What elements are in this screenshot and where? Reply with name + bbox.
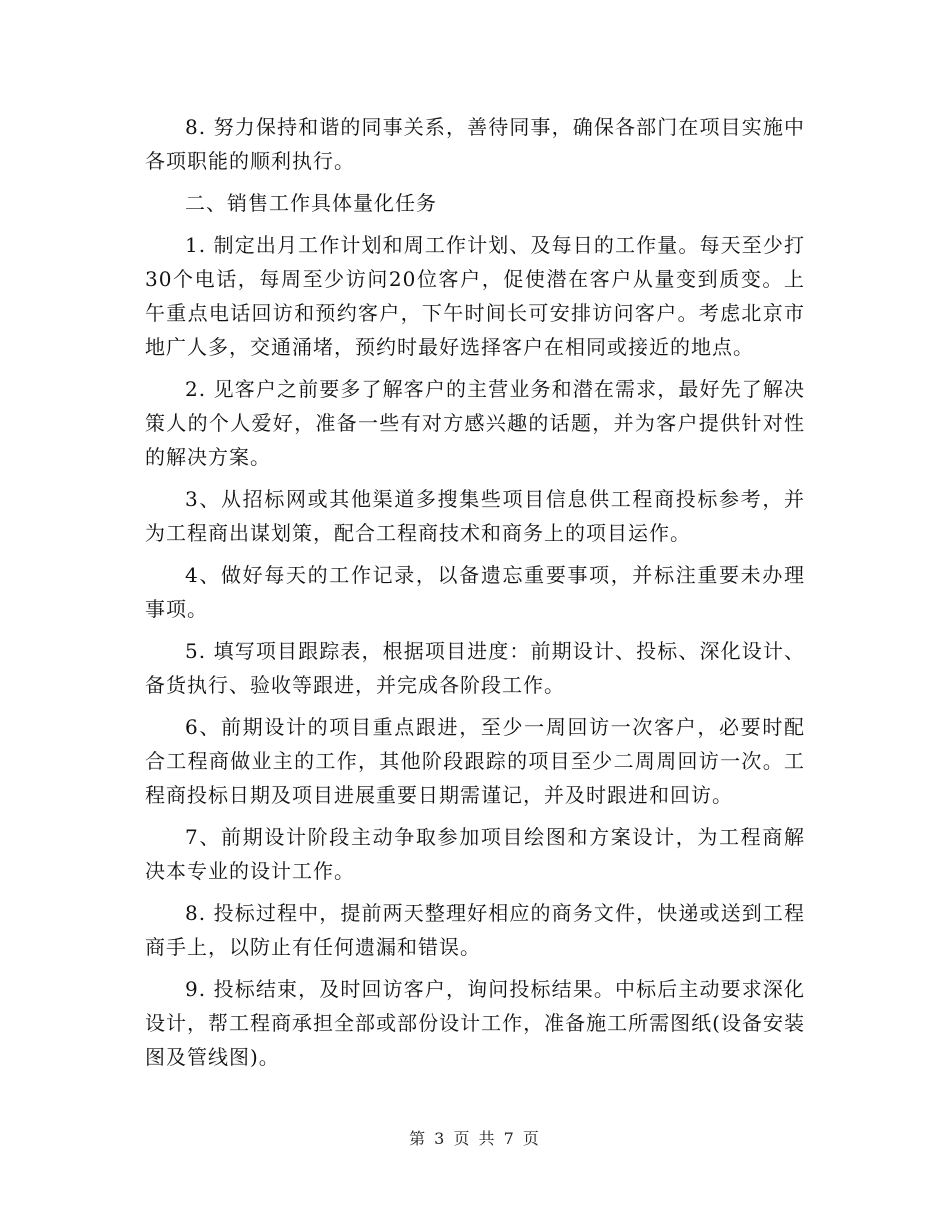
page-number-footer: 第 3 页 共 7 页 <box>409 1129 541 1148</box>
paragraph-item-6-follow-up: 6、前期设计的项目重点跟进，至少一周回访一次客户，必要时配合工程商做业主的工作，其他阶段跟踪的项目至少二周周回访一次。工程商投标日期及项目进展重要日期需谨记，并及时跟进和回访。 <box>145 715 805 807</box>
paragraph-item-2-client-research: 2. 见客户之前要多了解客户的主营业务和潜在需求，最好先了解决策人的个人爱好，准备一些有对方感兴趣的话题，并为客户提供针对性的解决方案。 <box>145 377 805 469</box>
paragraph-item-4-work-log: 4、做好每天的工作记录，以备遗忘重要事项，并标注重要未办理事项。 <box>145 563 805 621</box>
paragraph-item-8-bid-documents: 8. 投标过程中，提前两天整理好相应的商务文件，快递或送到工程商手上，以防止有任何遗漏和错误。 <box>145 901 805 959</box>
paragraph-item-1-plan: 1. 制定出月工作计划和周工作计划、及每日的工作量。每天至少打30个电话，每周至少访问20位客户，促使潜在客户从量变到质变。上午重点电话回访和预约客户，下午时间长可安排访问客户。考虑北京市地广人多，交通涌堵，预约时最好选择客户在相同或接近的地点。 <box>145 233 805 359</box>
paragraph-item-8-relations: 8. 努力保持和谐的同事关系，善待同事，确保各部门在项目实施中各项职能的顺利执行。 <box>145 115 805 173</box>
document-body <box>145 110 805 1082</box>
paragraph-item-9-bid-result: 9. 投标结束，及时回访客户，询问投标结果。中标后主动要求深化设计，帮工程商承担全部或部份设计工作，准备施工所需图纸(设备安装图及管线图)。 <box>145 977 805 1069</box>
paragraph-item-7-design-stage: 7、前期设计阶段主动争取参加项目绘图和方案设计，为工程商解决本专业的设计工作。 <box>145 825 805 883</box>
paragraph-item-5-tracking-sheet: 5. 填写项目跟踪表，根据项目进度：前期设计、投标、深化设计、备货执行、验收等跟进，并完成各阶段工作。 <box>145 639 805 697</box>
paragraph-item-3-bid-info: 3、从招标网或其他渠道多搜集些项目信息供工程商投标参考，并为工程商出谋划策，配合工程商技术和商务上的项目运作。 <box>145 487 805 545</box>
section-heading-sales-tasks: 二、销售工作具体量化任务 <box>185 191 437 215</box>
